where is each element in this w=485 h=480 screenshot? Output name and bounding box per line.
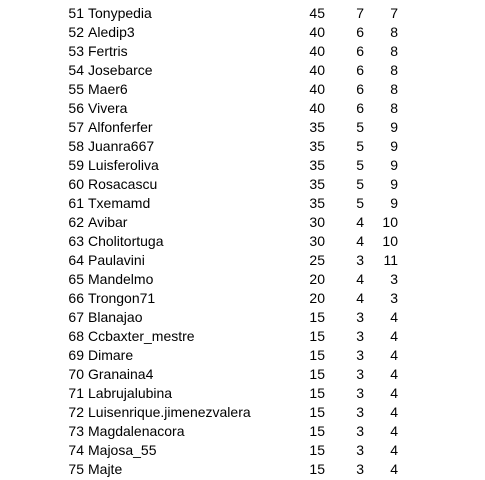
rank-cell: 64 — [68, 252, 84, 268]
table-row — [0, 99, 485, 118]
col-a-cell: 3 — [356, 423, 364, 439]
points-cell: 15 — [309, 442, 325, 458]
col-b-cell: 4 — [390, 404, 398, 420]
col-a-cell: 6 — [356, 100, 364, 116]
name-cell: Mandelmo — [88, 271, 154, 287]
rank-cell: 61 — [68, 195, 84, 211]
points-cell: 40 — [309, 100, 325, 116]
rank-cell: 52 — [68, 24, 84, 40]
col-a-cell: 3 — [356, 309, 364, 325]
col-b-cell: 8 — [390, 100, 398, 116]
points-cell: 40 — [309, 62, 325, 78]
points-cell: 15 — [309, 328, 325, 344]
name-cell: Majosa_55 — [88, 442, 157, 458]
rank-cell: 58 — [68, 138, 84, 154]
table-row — [0, 118, 485, 137]
rank-cell: 57 — [68, 119, 84, 135]
rank-cell: 60 — [68, 176, 84, 192]
table-row — [0, 327, 485, 346]
name-cell: Granaina4 — [88, 366, 154, 382]
standings-table — [0, 4, 485, 479]
table-row — [0, 422, 485, 441]
points-cell: 30 — [309, 214, 325, 230]
col-b-cell: 9 — [390, 138, 398, 154]
rank-cell: 66 — [68, 290, 84, 306]
rank-cell: 69 — [68, 347, 84, 363]
name-cell: Avibar — [88, 214, 128, 230]
col-a-cell: 5 — [356, 176, 364, 192]
points-cell: 40 — [309, 43, 325, 59]
name-cell: Trongon71 — [88, 290, 156, 306]
name-cell: Aledip3 — [88, 24, 135, 40]
points-cell: 15 — [309, 309, 325, 325]
name-cell: Rosacascu — [88, 176, 158, 192]
name-cell: Luisferoliva — [88, 157, 159, 173]
col-b-cell: 9 — [390, 195, 398, 211]
col-b-cell: 4 — [390, 385, 398, 401]
rank-cell: 74 — [68, 442, 84, 458]
col-a-cell: 4 — [356, 271, 364, 287]
table-row — [0, 403, 485, 422]
col-a-cell: 5 — [356, 157, 364, 173]
points-cell: 25 — [309, 252, 325, 268]
col-a-cell: 3 — [356, 366, 364, 382]
col-a-cell: 3 — [356, 347, 364, 363]
points-cell: 15 — [309, 404, 325, 420]
name-cell: Alfonferfer — [88, 119, 153, 135]
points-cell: 15 — [309, 423, 325, 439]
name-cell: Paulavini — [88, 252, 145, 268]
points-cell: 40 — [309, 81, 325, 97]
col-a-cell: 3 — [356, 252, 364, 268]
points-cell: 20 — [309, 290, 325, 306]
col-a-cell: 3 — [356, 328, 364, 344]
rank-cell: 53 — [68, 43, 84, 59]
col-a-cell: 6 — [356, 81, 364, 97]
points-cell: 35 — [309, 176, 325, 192]
table-row — [0, 213, 485, 232]
name-cell: Juanra667 — [88, 138, 155, 154]
rank-cell: 62 — [68, 214, 84, 230]
rank-cell: 65 — [68, 271, 84, 287]
name-cell: Txemamd — [88, 195, 151, 211]
table-row — [0, 365, 485, 384]
rank-cell: 55 — [68, 81, 84, 97]
col-b-cell: 3 — [390, 271, 398, 287]
rank-cell: 54 — [68, 62, 84, 78]
rank-cell: 71 — [68, 385, 84, 401]
col-b-cell: 10 — [382, 233, 398, 249]
points-cell: 45 — [309, 5, 325, 21]
col-a-cell: 6 — [356, 43, 364, 59]
points-cell: 35 — [309, 195, 325, 211]
col-b-cell: 8 — [390, 24, 398, 40]
points-cell: 15 — [309, 385, 325, 401]
table-row — [0, 346, 485, 365]
col-a-cell: 3 — [356, 404, 364, 420]
col-a-cell: 3 — [356, 442, 364, 458]
rank-cell: 51 — [68, 5, 84, 21]
name-cell: Blanajao — [88, 309, 143, 325]
table-row — [0, 308, 485, 327]
col-a-cell: 4 — [356, 233, 364, 249]
col-b-cell: 11 — [383, 252, 398, 268]
name-cell: Ccbaxter_mestre — [88, 328, 195, 344]
table-row — [0, 460, 485, 479]
col-b-cell: 4 — [390, 366, 398, 382]
table-row — [0, 4, 485, 23]
col-a-cell: 4 — [356, 214, 364, 230]
name-cell: Labrujalubina — [88, 385, 173, 401]
name-cell: Fertris — [88, 43, 128, 59]
col-a-cell: 6 — [356, 62, 364, 78]
table-row — [0, 156, 485, 175]
points-cell: 40 — [309, 24, 325, 40]
col-b-cell: 4 — [390, 423, 398, 439]
points-cell: 30 — [309, 233, 325, 249]
col-b-cell: 8 — [390, 62, 398, 78]
table-row — [0, 175, 485, 194]
col-b-cell: 4 — [390, 442, 398, 458]
rank-cell: 73 — [68, 423, 84, 439]
points-cell: 35 — [309, 138, 325, 154]
rank-cell: 67 — [68, 309, 84, 325]
table-row — [0, 441, 485, 460]
name-cell: Maer6 — [88, 81, 128, 97]
points-cell: 15 — [309, 461, 325, 477]
col-a-cell: 5 — [356, 195, 364, 211]
rank-cell: 70 — [68, 366, 84, 382]
col-b-cell: 9 — [390, 119, 398, 135]
rank-cell: 75 — [68, 461, 84, 477]
col-b-cell: 8 — [390, 81, 398, 97]
col-a-cell: 7 — [356, 5, 364, 21]
points-cell: 15 — [309, 347, 325, 363]
col-a-cell: 4 — [356, 290, 364, 306]
table-row — [0, 232, 485, 251]
points-cell: 35 — [309, 157, 325, 173]
name-cell: Tonypedia — [88, 5, 152, 21]
col-a-cell: 5 — [356, 119, 364, 135]
rank-cell: 72 — [68, 404, 84, 420]
col-a-cell: 5 — [356, 138, 364, 154]
table-row — [0, 80, 485, 99]
name-cell: Josebarce — [88, 62, 153, 78]
rank-cell: 56 — [68, 100, 84, 116]
col-b-cell: 4 — [390, 309, 398, 325]
rank-cell: 59 — [68, 157, 84, 173]
points-cell: 35 — [309, 119, 325, 135]
col-b-cell: 8 — [390, 43, 398, 59]
points-cell: 20 — [309, 271, 325, 287]
name-cell: Magdalenacora — [88, 423, 185, 439]
col-b-cell: 7 — [390, 5, 398, 21]
col-b-cell: 4 — [390, 461, 398, 477]
rank-cell: 63 — [68, 233, 84, 249]
col-b-cell: 10 — [382, 214, 398, 230]
table-row — [0, 251, 485, 270]
table-row — [0, 42, 485, 61]
name-cell: Vivera — [88, 100, 128, 116]
table-row — [0, 289, 485, 308]
col-a-cell: 3 — [356, 461, 364, 477]
col-a-cell: 3 — [356, 385, 364, 401]
table-row — [0, 23, 485, 42]
col-b-cell: 4 — [390, 328, 398, 344]
table-row — [0, 137, 485, 156]
table-row — [0, 194, 485, 213]
name-cell: Dimare — [88, 347, 134, 363]
col-b-cell: 4 — [390, 347, 398, 363]
name-cell: Luisenrique.jimenezvalera — [88, 404, 251, 420]
rank-cell: 68 — [68, 328, 84, 344]
col-b-cell: 3 — [390, 290, 398, 306]
col-b-cell: 9 — [390, 176, 398, 192]
name-cell: Cholitortuga — [88, 233, 164, 249]
col-a-cell: 6 — [356, 24, 364, 40]
col-b-cell: 9 — [390, 157, 398, 173]
table-row — [0, 270, 485, 289]
name-cell: Majte — [88, 461, 123, 477]
points-cell: 15 — [309, 366, 325, 382]
table-row — [0, 61, 485, 80]
table-row — [0, 384, 485, 403]
